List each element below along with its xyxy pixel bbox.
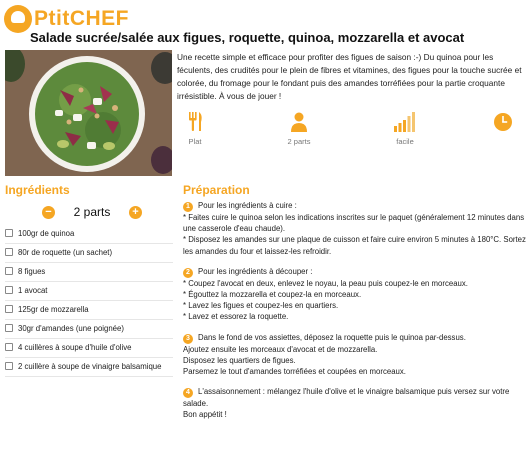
clock-icon: [473, 112, 530, 132]
step-3: 3 Dans le fond de vos assiettes, déposez la roquette puis le quinoa par-dessus. Ajoutez ensuite les morceaux d'avocat et de mozzarella. Disposez les quartiers de figues. Parsemez le tout d'amandes torréfiées et coupées en morceaux.: [183, 332, 466, 377]
checkbox[interactable]: [5, 286, 13, 294]
recipe-intro: Une recette simple et efficace pour profiter des figues de saison :-) Du quinoa pour les féculents, des crudités pour le plein de fibres et vitamines, des figues pour la touche sucrée et colorée, du fromage pour le fondant puis des amandes torréfiées pour la partie croquante irrésistible. À vous de jouer !: [177, 52, 522, 101]
meta-type-label: Plat: [188, 137, 202, 146]
servings-stepper: [42, 203, 142, 221]
ingredients-heading: Ingrédients: [5, 183, 70, 197]
meta-type: [165, 112, 225, 146]
recipe-photo: [5, 50, 172, 176]
step-number: 4: [183, 388, 193, 398]
step-number: 3: [183, 334, 193, 344]
meta-difficulty: [375, 112, 435, 146]
checkbox[interactable]: [5, 267, 13, 275]
ingredient-item[interactable]: 2 cuillère à soupe de vinaigre balsamique: [5, 358, 173, 377]
checkbox[interactable]: [5, 305, 13, 313]
preparation-steps: [183, 200, 528, 430]
ingredient-item[interactable]: 125gr de mozzarella: [5, 301, 173, 320]
ingredients-list: [5, 225, 173, 377]
ingredient-item[interactable]: 80r de roquette (un sachet): [5, 244, 173, 263]
step-4: 4 L'assaisonnement : mélangez l'huile d'olive et le vinaigre balsamique puis versez sur votre salade. Bon appétit !: [183, 387, 510, 420]
step-1: 1 Pour les ingrédients à cuire : * Faites cuire le quinoa selon les indications inscrites sur le paquet (généralement 12 minutes dans une casserole d'eau chaude). * Disposez les amandes sur une plaque de cuisson et faire cuire environ 5 minutes à 180°C. Sortez les amandes du four et laissez-les refroidir.: [183, 201, 526, 256]
meta-servings-label: 2 parts: [287, 137, 311, 146]
chef-hat-icon: [4, 5, 32, 33]
ingredient-item[interactable]: 100gr de quinoa: [5, 225, 173, 244]
person-icon: [269, 112, 329, 132]
checkbox[interactable]: [5, 229, 13, 237]
meta-time: [473, 112, 530, 137]
checkbox[interactable]: [5, 343, 13, 351]
ingredient-item[interactable]: 8 figues: [5, 263, 173, 282]
difficulty-bars-icon: [375, 112, 435, 132]
utensils-icon: [165, 112, 225, 132]
recipe-meta: [177, 112, 527, 162]
checkbox[interactable]: [5, 362, 13, 370]
increase-servings-button[interactable]: +: [129, 206, 142, 219]
meta-difficulty-label: facile: [396, 137, 414, 146]
logo-text: PtitCHEF: [34, 7, 129, 30]
step-number: 2: [183, 268, 193, 278]
step-2: 2 Pour les ingrédients à découper : * Coupez l'avocat en deux, enlevez le noyau, la peau puis coupez-le en morceaux. * Égouttez la mozzarella et coupez-la en morceaux. * Lavez les figues et coupez-les en quartiers. * Lavez et essorez la roquette.: [183, 266, 468, 322]
decrease-servings-button[interactable]: −: [42, 206, 55, 219]
ingredient-item[interactable]: 30gr d'amandes (une poignée): [5, 320, 173, 339]
ingredient-item[interactable]: 1 avocat: [5, 282, 173, 301]
recipe-title: Salade sucrée/salée aux figues, roquette, quinoa, mozzarella et avocat: [30, 30, 465, 45]
ingredient-item[interactable]: 4 cuillères à soupe d'huile d'olive: [5, 339, 173, 358]
meta-servings: [269, 112, 329, 146]
servings-value: 2 parts: [73, 205, 111, 219]
checkbox[interactable]: [5, 324, 13, 332]
preparation-heading: Préparation: [183, 183, 250, 197]
checkbox[interactable]: [5, 248, 13, 256]
step-number: 1: [183, 202, 193, 212]
